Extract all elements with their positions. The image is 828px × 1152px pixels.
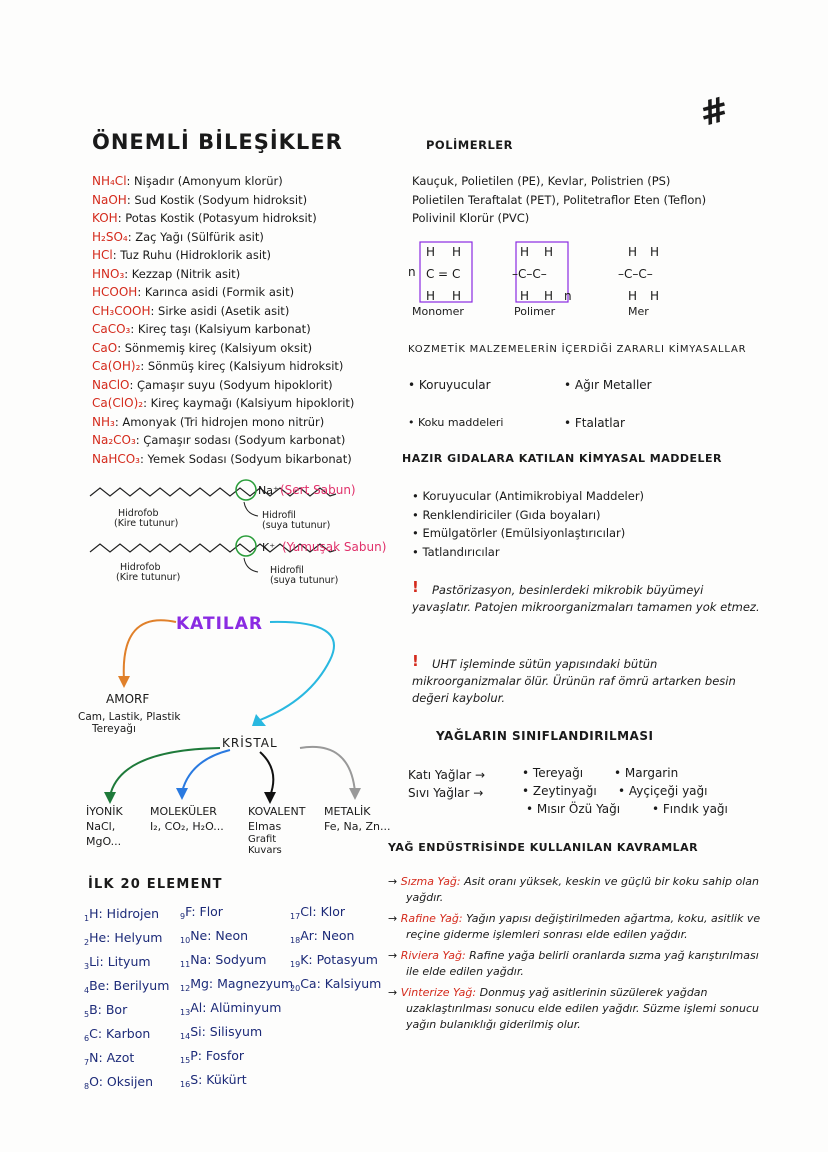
element-item <box>84 928 169 952</box>
element-item <box>180 1022 293 1046</box>
compound-description: : Çamaşır sodası (Sodyum karbonat) <box>135 433 346 447</box>
soft-soap-head <box>236 536 256 556</box>
compound-formula: HCl <box>92 248 113 262</box>
liquid-oils-label-text: Sıvı Yağlar <box>408 786 470 800</box>
elements-title: İLK 20 ELEMENT <box>88 877 223 892</box>
oil-concept-text: Donmuş yağ asitlerinin süzülerek yağdan uzaklaştırılması sonucu elde edilen yağdır. Süzme işlemi sonucu yağın bulanıklığı giderilmiş olur. <box>406 986 760 1031</box>
crystal-type <box>248 804 305 856</box>
oil-concept <box>388 948 768 980</box>
compound-formula: Ca(OH)₂ <box>92 359 141 373</box>
element-name: Ar: Neon <box>300 928 355 943</box>
compound-formula: HCOOH <box>92 285 138 299</box>
elements-col-1 <box>84 904 169 1096</box>
arrow-to-kovalent <box>260 752 273 796</box>
arrow-icon: → <box>388 986 401 999</box>
compound-description: : Zaç Yağı (Sülfürik asit) <box>127 229 264 244</box>
atomic-number: 16 <box>180 1080 191 1089</box>
compound-row <box>92 246 354 265</box>
food-item: • Emülgatörler (Emülsiyonlaştırıcılar) <box>412 524 644 543</box>
atomic-number: 19 <box>290 960 301 969</box>
liquid-oil-text: Ayçiçeği yağı <box>628 784 708 798</box>
elements-col-2 <box>180 902 293 1094</box>
oil-concept-term: Vinterize Yağ: <box>400 986 477 999</box>
soft-soap-ion: K⁺ <box>262 541 276 554</box>
element-name: Mg: Magnezyum <box>190 976 294 991</box>
crystal-type-example: Fe, Na, Zn... <box>324 820 391 833</box>
compound-description: : Tuz Ruhu (Hidroklorik asit) <box>112 248 272 262</box>
polymers-line: Kauçuk, Polietilen (PE), Kevlar, Polistrien (PS) <box>412 174 671 188</box>
element-item <box>84 1048 169 1072</box>
atomic-number: 10 <box>180 936 191 945</box>
crystal-type-name: MOLEKÜLER <box>150 805 217 818</box>
atomic-number: 5 <box>84 1010 90 1019</box>
svg-text:H: H <box>650 289 660 303</box>
arrow-to-amorf <box>124 620 176 680</box>
crystal-type-example: I₂, CO₂, H₂O... <box>150 820 224 833</box>
hydrophobe-note-2: (Kire tutunur) <box>116 572 181 583</box>
crystal-type-example: Kuvars <box>248 845 282 856</box>
compound-row <box>92 320 354 339</box>
cosmetics-item: • Ağır Metaller <box>564 378 652 392</box>
arrow-to-iyonik <box>110 748 220 796</box>
compound-row <box>92 450 354 469</box>
elements-col-3 <box>290 902 381 998</box>
oil-concept <box>388 985 768 1033</box>
hash-mark: # <box>695 88 734 136</box>
element-name: He: Helyum <box>89 930 163 945</box>
uht-note: UHT işleminde sütün yapısındaki bütün mikroorganizmalar ölür. Ürünün raf ömrü artarken besin değeri kaybolur. <box>412 657 736 705</box>
element-name: Cl: Klor <box>300 904 346 919</box>
cosmetics-item-text: Koku maddeleri <box>418 416 504 429</box>
compound-formula: KOH <box>92 211 118 225</box>
polymers-line: Polivinil Klorür (PVC) <box>412 211 530 225</box>
compounds-list <box>92 172 354 468</box>
compound-description: : Amonyak (Tri hidrojen mono nitrür) <box>114 414 325 429</box>
atomic-number: 1 <box>84 914 90 923</box>
atomic-number: 18 <box>290 936 301 945</box>
svg-text:H: H <box>544 245 554 259</box>
element-item <box>84 1072 169 1096</box>
crystal-type-name: METALİK <box>324 805 371 818</box>
element-name: K: Potasyum <box>300 952 378 967</box>
compound-formula: H₂SO₄ <box>92 229 128 244</box>
polymers-list <box>412 172 706 228</box>
compound-formula: NaOH <box>92 192 127 207</box>
oil-concept-term: Riviera Yağ: <box>400 949 466 962</box>
atomic-number: 2 <box>84 938 90 947</box>
cosmetics-item-text: Ftalatlar <box>574 416 625 430</box>
atomic-number: 3 <box>84 962 90 971</box>
element-name: F: Flor <box>185 904 223 919</box>
compound-description: : Kireç taşı (Kalsiyum karbonat) <box>130 322 311 336</box>
liquid-oil-text: Fındık yağı <box>662 802 728 816</box>
element-item <box>290 902 381 926</box>
svg-text:H: H <box>520 289 530 303</box>
hydrophil-note-2: (suya tutunur) <box>270 575 339 586</box>
food-list <box>412 487 644 561</box>
compound-formula: NH₃ <box>92 414 115 429</box>
hydrophil-label-1: Hidrofil <box>262 510 296 521</box>
element-item <box>84 976 169 1000</box>
element-item <box>290 926 381 950</box>
amorf-examples: Cam, Lastik, Plastik <box>78 711 181 723</box>
atomic-number: 11 <box>180 960 191 969</box>
element-name: P: Fosfor <box>190 1048 245 1063</box>
compound-description: : Potas Kostik (Potasyum hidroksit) <box>117 211 317 225</box>
element-item <box>180 950 293 974</box>
cosmetics-item: • Ftalatlar <box>564 416 625 430</box>
compound-description: : Yemek Sodası (Sodyum bikarbonat) <box>140 451 352 466</box>
element-item <box>84 904 169 928</box>
cosmetics-item-text: Koruyucular <box>418 378 491 392</box>
compound-formula: HNO₃ <box>92 266 125 281</box>
crystal-type-example: NaCl, <box>86 820 116 833</box>
hydrophobe-label-2: Hidrofob <box>120 562 161 573</box>
svg-text:–C–C–: –C–C– <box>512 267 547 281</box>
compound-formula: NH₄Cl <box>92 174 127 188</box>
polymers-title: POLİMERLER <box>426 138 514 152</box>
element-name: O: Oksijen <box>89 1074 154 1089</box>
soft-soap-label: (Yumuşak Sabun) <box>282 540 387 554</box>
element-name: Si: Silisyum <box>190 1024 263 1039</box>
warning-icon: ! <box>412 578 419 596</box>
compound-row <box>92 172 354 191</box>
element-name: N: Azot <box>89 1050 135 1065</box>
oil-concept-text: Asit oranı yüksek, keskin ve güçlü bir koku sahip olan yağdır. <box>406 875 760 904</box>
element-name: Be: Berilyum <box>89 978 170 993</box>
industry-title: YAĞ ENDÜSTRİSİNDE KULLANILAN KAVRAMLAR <box>388 841 699 854</box>
svg-text:H: H <box>426 245 436 259</box>
compound-row <box>92 376 354 395</box>
atomic-number: 9 <box>180 912 186 921</box>
element-name: S: Kükürt <box>190 1072 247 1087</box>
svg-text:–C–C–: –C–C– <box>618 267 653 281</box>
warning-icon: ! <box>412 652 419 670</box>
liquid-oil-item: • Ayçiçeği yağı <box>618 784 708 798</box>
kristal-label: KRİSTAL <box>222 736 278 750</box>
element-item <box>290 974 381 998</box>
element-item <box>290 950 381 974</box>
mer-label: Mer <box>628 305 649 318</box>
food-item: • Koruyucular (Antimikrobiyal Maddeler) <box>412 487 644 506</box>
element-item <box>180 902 293 926</box>
compounds-title: ÖNEMLİ BİLEŞİKLER <box>92 130 343 154</box>
svg-text:n: n <box>564 289 572 303</box>
solid-oil-item: • Tereyağı <box>522 766 584 780</box>
hydrofil-arrow-1 <box>244 502 258 516</box>
compound-description: : Kireç kaymağı (Kalsiyum hipoklorit) <box>143 396 355 410</box>
solids-title: KATILAR <box>176 614 264 634</box>
amorf-label: AMORF <box>106 692 150 706</box>
hard-soap-head <box>236 480 256 500</box>
crystal-type-name: KOVALENT <box>248 805 306 818</box>
svg-text:H: H <box>426 289 436 303</box>
element-name: Ca: Kalsiyum <box>300 976 382 991</box>
compound-description: : Sönmemiş kireç (Kalsiyum oksit) <box>117 340 313 355</box>
compound-description: : Kezzap (Nitrik asit) <box>124 266 241 281</box>
food-item: • Renklendiriciler (Gıda boyaları) <box>412 506 644 525</box>
compound-formula: NaClO <box>92 377 130 392</box>
crystal-type <box>86 804 123 849</box>
concepts-list <box>388 874 768 1038</box>
compound-description: : Karınca asidi (Formik asit) <box>137 285 295 299</box>
solid-oils-label-text: Katı Yağlar <box>408 768 472 782</box>
compound-row <box>92 265 354 284</box>
element-item <box>84 1024 169 1048</box>
element-name: C: Karbon <box>89 1026 151 1041</box>
food-item: • Tatlandırıcılar <box>412 543 644 562</box>
atomic-number: 8 <box>84 1082 90 1091</box>
liquid-oil-item: • Zeytinyağı <box>522 784 597 798</box>
element-item <box>180 974 293 998</box>
atomic-number: 14 <box>180 1032 191 1041</box>
cosmetics-title: KOZMETİK MALZEMELERİN İÇERDİĞİ ZARARLI KİMYASALLAR <box>408 344 747 355</box>
hard-soap-ion: Na⁺ <box>258 484 279 497</box>
hydrofil-arrow-2 <box>244 558 258 572</box>
compound-formula: Na₂CO₃ <box>92 433 136 447</box>
cosmetics-item: • Koku maddeleri <box>408 416 504 429</box>
atomic-number: 17 <box>290 912 301 921</box>
arrow-to-kristal <box>260 622 334 720</box>
solid-oil-text: Margarin <box>624 766 679 780</box>
svg-text:=: = <box>438 267 449 281</box>
arrow-icon: → <box>388 949 401 962</box>
solid-oil-item: • Margarin <box>614 766 679 780</box>
compound-description: : Sönmüş kireç (Kalsiyum hidroksit) <box>140 359 344 373</box>
monomer-label: Monomer <box>412 305 464 318</box>
compound-row <box>92 413 354 432</box>
atomic-number: 15 <box>180 1056 191 1065</box>
element-name: Li: Lityum <box>89 954 151 969</box>
liquid-oil-item: • Mısır Özü Yağı <box>526 802 621 816</box>
compound-formula: NaHCO₃ <box>92 451 140 466</box>
crystal-type-name: İYONİK <box>86 805 123 818</box>
compound-formula: CaCO₃ <box>92 322 131 336</box>
compound-description: : Sud Kostik (Sodyum hidroksit) <box>126 192 308 207</box>
cosmetics-item: • Koruyucular <box>408 378 491 392</box>
svg-text:n: n <box>408 265 416 279</box>
arrow-to-molekuler <box>182 750 230 792</box>
element-item <box>180 926 293 950</box>
svg-text:H: H <box>452 289 462 303</box>
liquid-oil-text: Mısır Özü Yağı <box>536 802 621 816</box>
oils-title: YAĞLARIN SINIFLANDIRILMASI <box>436 729 654 743</box>
atomic-number: 12 <box>180 984 191 993</box>
arrow-to-metalik <box>300 747 355 792</box>
svg-text:C: C <box>452 267 461 281</box>
compound-row <box>92 191 354 210</box>
compound-row <box>92 339 354 358</box>
atomic-number: 20 <box>290 984 301 993</box>
cosmetics-item-text: Ağır Metaller <box>574 378 652 392</box>
compound-row <box>92 394 354 413</box>
element-item <box>180 1070 293 1094</box>
solid-oils-label: Katı Yağlar → <box>408 768 486 782</box>
compound-row <box>92 228 354 247</box>
svg-text:H: H <box>628 245 638 259</box>
element-item <box>84 952 169 976</box>
element-item <box>84 1000 169 1024</box>
amorf-examples-2: Tereyağı <box>92 723 136 735</box>
polymer-structures <box>404 238 694 308</box>
compound-description: : Nişadır (Amonyum klorür) <box>126 174 283 188</box>
polymers-line: Polietilen Teraftalat (PET), Politetraflor Eten (Teflon) <box>412 192 707 207</box>
oil-concept-text: Yağın yapısı değiştirilmeden ağartma, koku, asitlik ve reçine giderme işlemleri sonrası elde edilen yağdır. <box>406 912 761 941</box>
crystal-type <box>324 804 390 834</box>
svg-text:H: H <box>452 245 462 259</box>
hydrophobe-note-1: (Kire tutunur) <box>114 518 179 529</box>
liquid-oil-item: • Fındık yağı <box>652 802 728 816</box>
oil-concept-text: Rafine yağa belirli oranlarda sızma yağ karıştırılması ile elde edilen yağdır. <box>406 949 759 978</box>
svg-text:H: H <box>544 289 554 303</box>
compound-row <box>92 431 354 450</box>
compound-row <box>92 209 354 228</box>
element-name: Ne: Neon <box>190 928 249 943</box>
polimer-label: Polimer <box>514 305 556 318</box>
element-name: Al: Alüminyum <box>190 1000 282 1015</box>
solid-oil-text: Tereyağı <box>532 766 584 780</box>
oil-concept <box>388 874 768 906</box>
arrow-icon: → <box>388 912 401 925</box>
compound-formula: CH₃COOH <box>92 303 151 318</box>
hydrophil-label-2: Hidrofil <box>270 565 304 576</box>
crystal-type <box>150 804 224 834</box>
svg-text:H: H <box>520 245 530 259</box>
element-item <box>180 1046 293 1070</box>
compound-row <box>92 283 354 302</box>
compound-row <box>92 302 354 321</box>
atomic-number: 6 <box>84 1034 90 1043</box>
crystal-type-example: MgO... <box>86 835 122 848</box>
oil-concept <box>388 911 768 943</box>
liquid-oils-label: Sıvı Yağlar → <box>408 786 484 800</box>
oil-concept-term: Sızma Yağ: <box>400 875 461 888</box>
atomic-number: 13 <box>180 1008 191 1017</box>
food-title: HAZIR GIDALARA KATILAN KİMYASAL MADDELER <box>402 452 723 465</box>
svg-text:H: H <box>628 289 638 303</box>
compound-description: : Çamaşır suyu (Sodyum hipoklorit) <box>129 377 333 392</box>
hard-soap-label: (Sert Sabun) <box>280 483 356 497</box>
hydrophobe-label-1: Hidrofob <box>118 508 159 519</box>
oil-concept-term: Rafine Yağ: <box>400 912 463 925</box>
arrow-icon: → <box>388 875 401 888</box>
pasteurization-note: Pastörizasyon, besinlerdeki mikrobik büyümeyi yavaşlatır. Patojen mikroorganizmaları tamamen yok etmez. <box>412 583 760 614</box>
compound-row <box>92 357 354 376</box>
hydrophil-note-1: (suya tutunur) <box>262 520 331 531</box>
svg-text:C: C <box>426 267 435 281</box>
liquid-oil-text: Zeytinyağı <box>532 784 597 798</box>
compound-description: : Sirke asidi (Asetik asit) <box>150 303 290 318</box>
element-name: B: Bor <box>89 1002 128 1017</box>
crystal-type-example: Grafit <box>248 834 277 845</box>
svg-text:H: H <box>650 245 660 259</box>
element-name: H: Hidrojen <box>89 906 160 921</box>
atomic-number: 7 <box>84 1058 90 1067</box>
compound-formula: CaO <box>92 340 118 355</box>
compound-formula: Ca(ClO)₂ <box>92 396 144 410</box>
atomic-number: 4 <box>84 986 90 995</box>
element-name: Na: Sodyum <box>190 952 267 967</box>
crystal-type-example: Elmas <box>248 820 282 833</box>
element-item <box>180 998 293 1022</box>
